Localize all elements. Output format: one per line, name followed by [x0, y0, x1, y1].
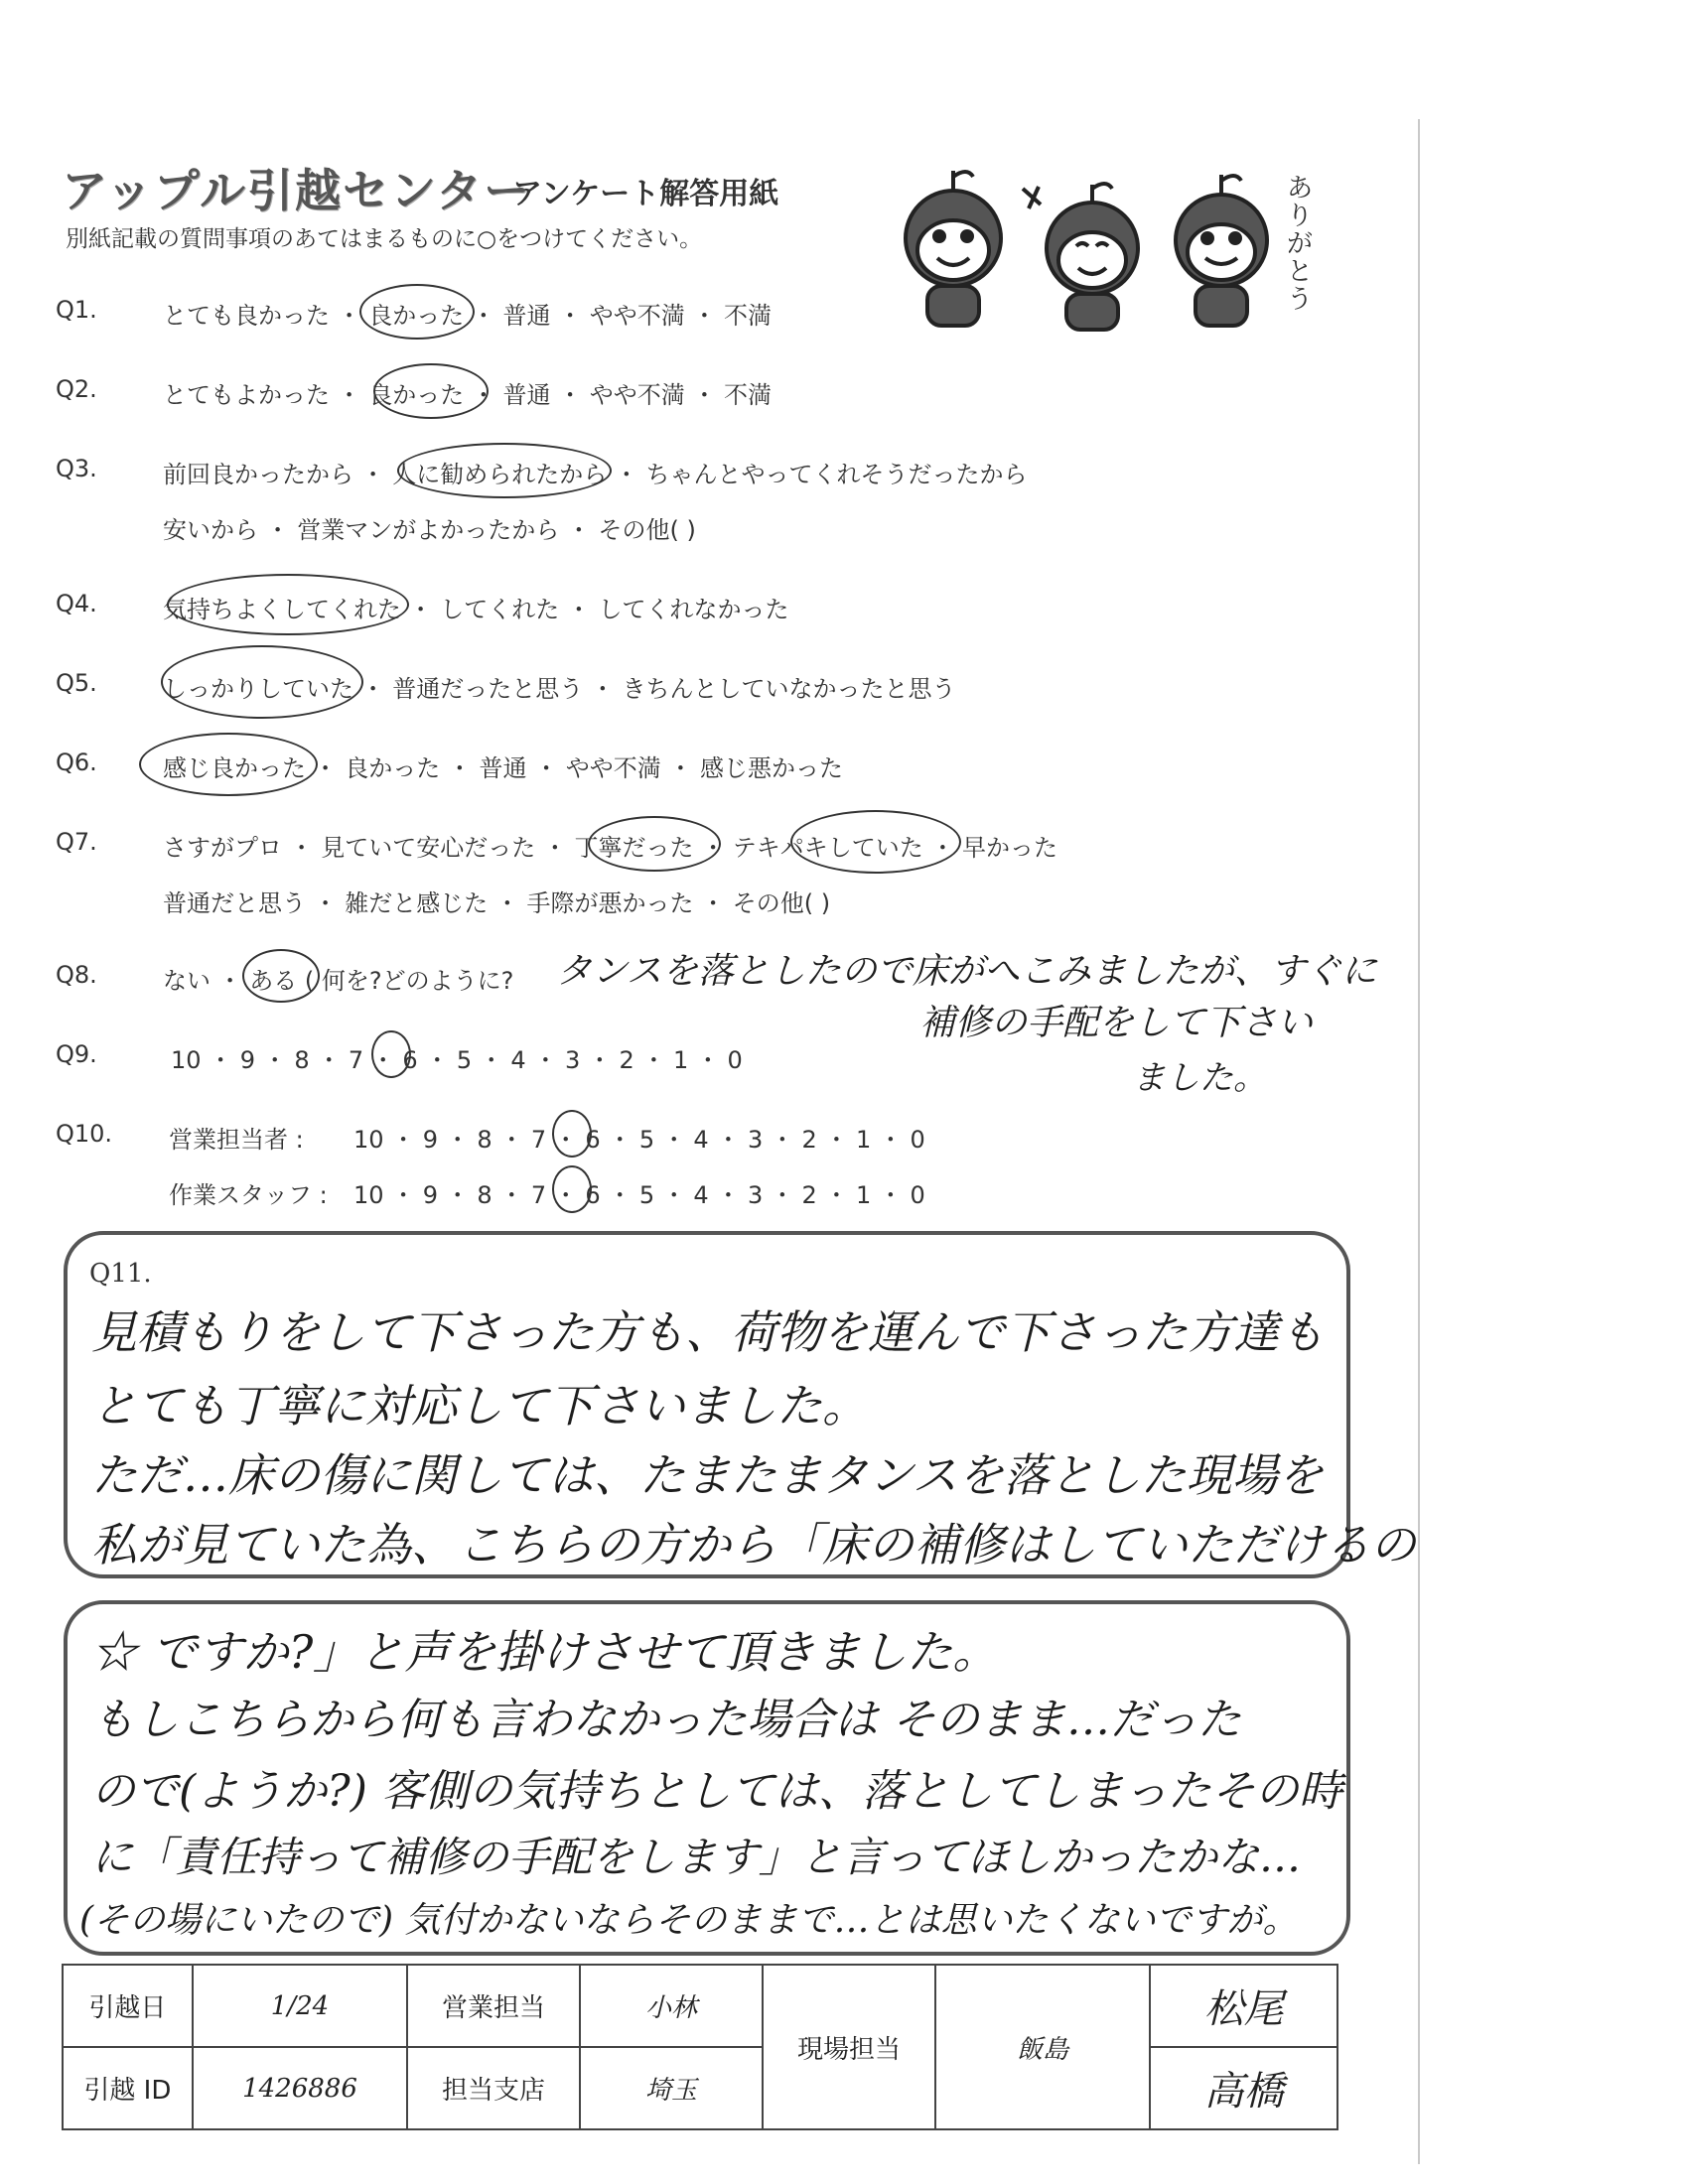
move-date-value: 1/24	[193, 1965, 408, 2047]
q11-label: Q11.	[89, 1259, 152, 1289]
form-title: アンケート解答用紙	[512, 177, 779, 211]
q10-staff-scale: 10 ・ 9 ・ 8 ・ 7 ・ 6 ・ 5 ・ 4 ・ 3 ・ 2 ・ 1 ・ 0	[353, 1181, 925, 1209]
q2-answer-circle	[373, 363, 489, 419]
q9-scale: 10 ・ 9 ・ 8 ・ 7 ・ 6 ・ 5 ・ 4 ・ 3 ・ 2 ・ 1 ・ 0	[171, 1046, 743, 1074]
onsite-rep-label: 現場担当	[763, 1965, 935, 2129]
q11-line-9: (その場にいたので) 気付かないならそのままで…とは思いたくないですが。	[79, 1900, 1299, 1941]
page-edge-line	[1418, 119, 1420, 2164]
instruction-text: 別紙記載の質問事項のあてはまるものに○をつけてください。	[66, 226, 703, 252]
branch-label: 担当支店	[407, 2047, 580, 2129]
q1-answer-circle	[359, 284, 475, 340]
q8-options: ない ・ ある ( 何を?どのように?	[163, 967, 514, 995]
q9-answer-circle	[371, 1030, 411, 1078]
q10-number: Q10.	[56, 1120, 113, 1148]
onsite-rep-value-1: 飯島	[935, 1965, 1151, 2129]
q9-number: Q9.	[56, 1040, 97, 1068]
q8-handwritten-answer-1: タンスを落としたので床がへこみましたが、すぐに	[556, 951, 1377, 992]
q11-line-2: とても丁寧に対応して下さいました。	[91, 1379, 868, 1433]
branch-value: 埼玉	[580, 2047, 763, 2129]
q11-line-5: ☆ ですか?」と声を掛けさせて頂きました。	[91, 1625, 999, 1679]
mascot-1	[906, 171, 1001, 326]
q10-sales-label: 営業担当者 :	[169, 1126, 304, 1154]
q10-sales-scale: 10 ・ 9 ・ 8 ・ 7 ・ 6 ・ 5 ・ 4 ・ 3 ・ 2 ・ 1 ・ 0	[353, 1126, 925, 1154]
q5-number: Q5.	[56, 669, 97, 697]
mascot-3	[1176, 175, 1267, 326]
q7-options-line1: さすがプロ ・ 見ていて安心だった ・ 丁寧だった ・ テキパキしていた ・ 早かった	[163, 834, 1058, 862]
q6-answer-circle	[139, 733, 318, 796]
q11-line-8: に「責任持って補修の手配をします」と言ってほしかったかな…	[91, 1833, 1302, 1881]
q1-number: Q1.	[56, 296, 97, 324]
q5-options: しっかりしていた ・ 普通だったと思う ・ きちんとしていなかったと思う	[163, 675, 956, 703]
q11-line-1: 見積もりをして下さった方も、荷物を運んで下さった方達も	[91, 1305, 1325, 1359]
sales-rep-label: 営業担当	[407, 1965, 580, 2047]
q4-answer-circle	[167, 574, 409, 635]
q10-staff-answer-circle	[552, 1165, 592, 1213]
q2-number: Q2.	[56, 375, 97, 403]
q11-line-4: 私が見ていた為、こちらの方から「床の補修はしていただけるの	[91, 1518, 1416, 1571]
q5-answer-circle	[161, 645, 363, 719]
q8-handwritten-answer-3: ました。	[1132, 1058, 1267, 1098]
q3-number: Q3.	[56, 455, 97, 482]
q8-number: Q8.	[56, 961, 97, 989]
sales-rep-value: 小林	[580, 1965, 763, 2047]
q11-line-7: ので(ようか?) 客側の気持ちとしては、落としてしまったその時	[91, 1766, 1342, 1817]
q8-handwritten-answer-2: 補修の手配をして下さい	[919, 1003, 1314, 1043]
q10-sales-answer-circle	[552, 1110, 592, 1158]
q11-line-3: ただ…床の傷に関しては、たまたまタンスを落とした現場を	[91, 1448, 1324, 1502]
q3-options-line2: 安いから ・ 営業マンがよかったから ・ その他( )	[163, 516, 696, 544]
move-info-table	[62, 1964, 1338, 2130]
move-id-label: 引越 ID	[63, 2047, 193, 2129]
mascot-2	[1023, 184, 1138, 330]
onsite-rep-value-2: 松尾	[1150, 1965, 1337, 2047]
mascot-caption: ありがとう	[1287, 174, 1314, 315]
q7-options-line2: 普通だと思う ・ 雑だと感じた ・ 手際が悪かった ・ その他( )	[163, 889, 831, 917]
q1-options: とても良かった ・ 良かった ・ 普通 ・ やや不満 ・ 不満	[163, 302, 773, 330]
q8-answer-circle	[242, 949, 320, 1003]
q3-options-line1: 前回良かったから ・ 人に勧められたから ・ ちゃんとやってくれそうだったから	[163, 461, 1028, 488]
q6-number: Q6.	[56, 749, 97, 776]
onsite-rep-value-3: 高橋	[1150, 2047, 1337, 2129]
q2-options: とてもよかった ・ 良かった ・ 普通 ・ やや不満 ・ 不満	[163, 381, 773, 409]
q3-answer-circle	[397, 443, 612, 498]
move-id-value: 1426886	[193, 2047, 408, 2129]
q7-answer-circle-1	[588, 816, 721, 872]
brand-title: アップル引越センター	[62, 164, 532, 217]
q6-options: 感じ良かった ・ 良かった ・ 普通 ・ やや不満 ・ 感じ悪かった	[163, 754, 844, 782]
mascot-illustration	[864, 159, 1331, 338]
q7-answer-circle-2	[790, 810, 961, 874]
move-date-label: 引越日	[63, 1965, 193, 2047]
q4-options: 気持ちよくしてくれた ・ してくれた ・ してくれなかった	[163, 596, 789, 623]
q4-number: Q4.	[56, 590, 97, 617]
q11-line-6: もしこちらから何も言わなかった場合は そのまま…だった	[91, 1695, 1241, 1745]
q7-number: Q7.	[56, 828, 97, 856]
q10-staff-label: 作業スタッフ :	[169, 1181, 328, 1209]
